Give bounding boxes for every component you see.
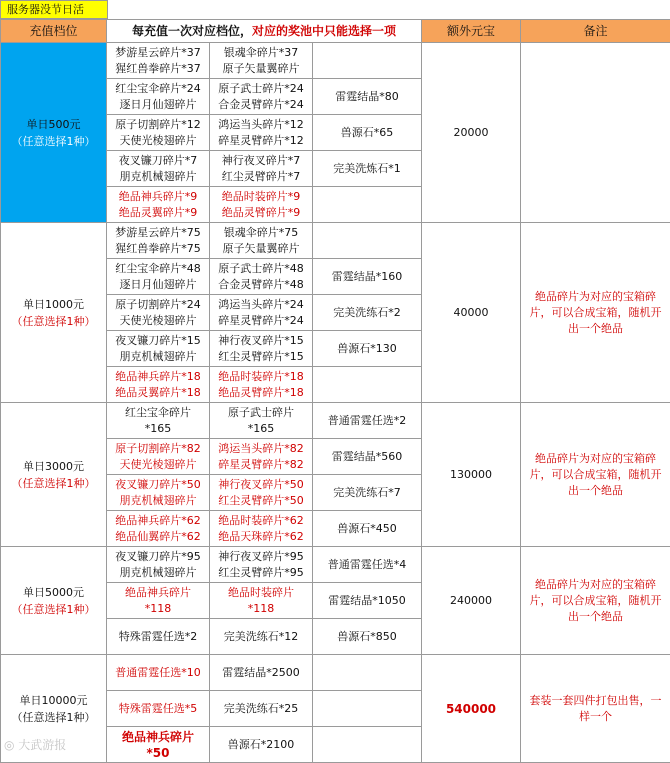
reward-cell: 绝品时装碎片*62 绝品天珠碎片*62 [210,511,313,547]
reward-cell: 鸿运当头碎片*12 碎星灵臂碎片*12 [210,115,313,151]
extra-yuanbao: 240000 [422,547,521,655]
reward-cell: 神行夜叉碎片*50 红尘灵臂碎片*50 [210,475,313,511]
table-row [1,43,670,79]
extra-yuanbao: 40000 [422,223,521,403]
header-extra-yuanbao: 额外元宝 [422,20,521,43]
reward-cell [313,691,422,727]
reward-cell: 绝品神兵碎片*9 绝品灵翼碎片*9 [107,187,210,223]
reward-cell: 原子武士碎片*24 合金灵臂碎片*24 [210,79,313,115]
extra-yuanbao: 540000 [422,655,521,763]
reward-cell: 完美洗练石*25 [210,691,313,727]
reward-cell: 夜叉镰刀碎片*15 朋克机械翅碎片 [107,331,210,367]
tier-5000: 单日5000元 （任意选择1种） [1,547,107,655]
reward-cell: 原子切割碎片*12 天使光棱翅碎片 [107,115,210,151]
note-cell: 绝品碎片为对应的宝箱碎片，可以合成宝箱，随机开出一个绝品 [521,223,670,403]
note-cell: 套装一套四件打包出售，一样一个 [521,655,670,763]
header-reward: 每充值一次对应档位，对应的奖池中只能选择一项 [107,20,422,43]
reward-cell: 神行夜叉碎片*15 红尘灵臂碎片*15 [210,331,313,367]
reward-cell: 兽源石*850 [313,619,422,655]
tier-1000: 单日1000元 （任意选择1种） [1,223,107,403]
reward-cell: 普通雷霆任选*4 [313,547,422,583]
reward-cell: 绝品神兵碎片 *50 [107,727,210,763]
note-cell [521,43,670,223]
reward-cell: 梦游星云碎片*75 猩红兽拳碎片*75 [107,223,210,259]
reward-cell: 雷霆结晶*1050 [313,583,422,619]
recharge-table [0,19,670,763]
table-row [1,223,670,259]
reward-cell: 普通雷霆任选*10 [107,655,210,691]
reward-cell [313,367,422,403]
watermark: ◎ 大武游报 [4,736,66,753]
reward-cell: 神行夜叉碎片*7 红尘灵臂碎片*7 [210,151,313,187]
reward-cell: 雷霆结晶*560 [313,439,422,475]
reward-cell: 夜叉镰刀碎片*7 朋克机械翅碎片 [107,151,210,187]
reward-cell: 完美洗练石*2 [313,295,422,331]
reward-cell: 绝品神兵碎片*62 绝品仙翼碎片*62 [107,511,210,547]
reward-cell: 原子武士碎片*48 合金灵臂碎片*48 [210,259,313,295]
table-row [1,403,670,439]
server-tag: 服务器没节日活 [0,0,108,19]
reward-cell: 绝品时装碎片*18 绝品灵臂碎片*18 [210,367,313,403]
reward-cell: 梦游星云碎片*37 猩红兽拳碎片*37 [107,43,210,79]
reward-cell: 兽源石*65 [313,115,422,151]
reward-cell: 鸿运当头碎片*82 碎星灵臂碎片*82 [210,439,313,475]
reward-cell: 夜叉镰刀碎片*50 朋克机械翅碎片 [107,475,210,511]
reward-cell: 特殊雷霆任选*2 [107,619,210,655]
reward-cell [313,223,422,259]
reward-cell: 银魂伞碎片*37 原子矢量翼碎片 [210,43,313,79]
reward-cell: 原子武士碎片 *165 [210,403,313,439]
reward-cell: 雷霆结晶*2500 [210,655,313,691]
header-row [1,20,670,43]
note-cell: 绝品碎片为对应的宝箱碎片，可以合成宝箱，随机开出一个绝品 [521,547,670,655]
reward-cell: 完美洗炼石*1 [313,151,422,187]
reward-cell: 原子切割碎片*24 天使光棱翅碎片 [107,295,210,331]
reward-cell [313,655,422,691]
table-row [1,655,670,691]
reward-cell [313,187,422,223]
reward-cell: 绝品时装碎片 *118 [210,583,313,619]
reward-cell: 兽源石*2100 [210,727,313,763]
tier-3000: 单日3000元 （任意选择1种） [1,403,107,547]
reward-cell: 夜叉镰刀碎片*95 朋克机械翅碎片 [107,547,210,583]
reward-cell: 鸿运当头碎片*24 碎星灵臂碎片*24 [210,295,313,331]
header-tier: 充值档位 [1,20,107,43]
extra-yuanbao: 20000 [422,43,521,223]
reward-cell: 红尘宝伞碎片*24 逐日月仙翅碎片 [107,79,210,115]
reward-cell: 神行夜叉碎片*95 红尘灵臂碎片*95 [210,547,313,583]
reward-cell: 普通雷霆任选*2 [313,403,422,439]
reward-cell: 完美洗练石*7 [313,475,422,511]
header-note: 备注 [521,20,670,43]
reward-cell: 雷霆结晶*160 [313,259,422,295]
reward-cell: 完美洗练石*12 [210,619,313,655]
reward-cell: 兽源石*450 [313,511,422,547]
reward-cell: 兽源石*130 [313,331,422,367]
reward-cell: 红尘宝伞碎片*48 逐日月仙翅碎片 [107,259,210,295]
reward-cell: 特殊雷霆任选*5 [107,691,210,727]
table-row [1,547,670,583]
reward-cell: 绝品神兵碎片 *118 [107,583,210,619]
reward-cell: 绝品时装碎片*9 绝品灵臂碎片*9 [210,187,313,223]
reward-cell [313,43,422,79]
note-cell: 绝品碎片为对应的宝箱碎片，可以合成宝箱，随机开出一个绝品 [521,403,670,547]
tier-500: 单日500元 （任意选择1种） [1,43,107,223]
tier-10000: 单日10000元 （任意选择1种） [1,655,107,763]
reward-cell: 红尘宝伞碎片 *165 [107,403,210,439]
reward-cell: 绝品神兵碎片*18 绝品灵翼碎片*18 [107,367,210,403]
reward-cell [313,727,422,763]
reward-cell: 原子切割碎片*82 天使光棱翅碎片 [107,439,210,475]
reward-cell: 雷霆结晶*80 [313,79,422,115]
extra-yuanbao: 130000 [422,403,521,547]
reward-cell: 银魂伞碎片*75 原子矢量翼碎片 [210,223,313,259]
